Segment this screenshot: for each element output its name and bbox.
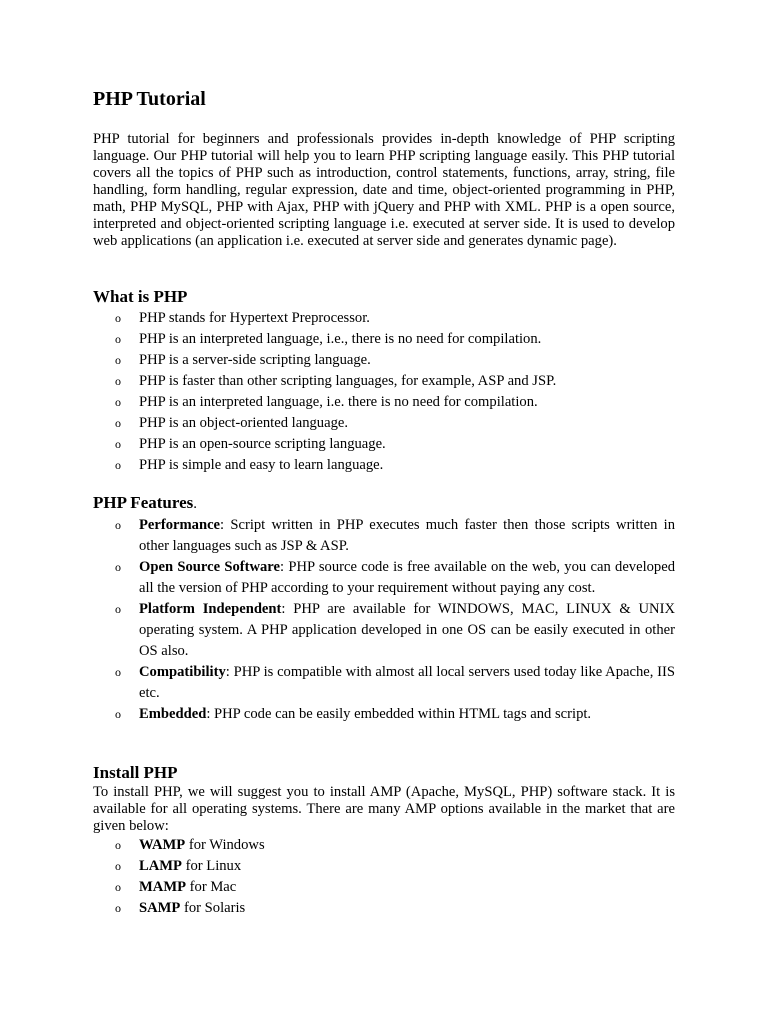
list-item: o SAMP for Solaris (93, 898, 675, 919)
php-features-list (93, 515, 675, 725)
stack-term: WAMP (139, 837, 186, 853)
bullet-icon: o (115, 332, 121, 346)
list-item: o MAMP for Mac (93, 877, 675, 898)
bullet-icon: o (115, 602, 121, 616)
amp-options-list (93, 835, 675, 919)
feature-term: Performance (139, 517, 221, 533)
stack-term: MAMP (139, 879, 187, 895)
what-is-php-section (93, 286, 675, 476)
bullet-icon: o (115, 901, 121, 915)
install-php-heading: Install PHP (93, 763, 178, 782)
php-features-heading: PHP Features. (93, 493, 197, 512)
bullet-icon: o (115, 560, 121, 574)
feature-term: Embedded (139, 706, 207, 722)
bullet-icon: o (115, 416, 121, 430)
bullet-icon: o (115, 665, 121, 679)
bullet-icon: o (115, 518, 121, 532)
what-is-php-list (93, 308, 675, 476)
install-php-section (93, 762, 675, 919)
bullet-icon: o (115, 838, 121, 852)
list-item: o Embedded: PHP code can be easily embedded within HTML tags and script. (93, 704, 675, 725)
install-paragraph: To install PHP, we will suggest you to install AMP (Apache, MySQL, PHP) software stack. It is available for all operating systems. There are many AMP options available in the market that are given below: (93, 784, 675, 834)
page-title: PHP Tutorial (93, 88, 206, 110)
list-item: o PHP is an interpreted language, i.e., there is no need for compilation. (93, 329, 675, 350)
bullet-icon: o (115, 458, 121, 472)
feature-term: Platform Independent (139, 601, 282, 617)
list-item: o Performance: Script written in PHP executes much faster then those scripts written in other languages such as JSP & ASP. (115, 517, 675, 554)
intro-paragraph: PHP tutorial for beginners and professionals provides in-depth knowledge of PHP scripting language. Our PHP tutorial will help you to learn PHP scripting language easily. This PHP tutorial covers all the topics of PHP such as introduction, control statements, functions, array, string, file handling, form handling, regular expression, date and time, object-oriented programming in PHP, math, PHP MySQL, PHP with Ajax, PHP with jQuery and PHP with XML. PHP is a open source, interpreted and object-oriented scripting language i.e. executed at server side. It is used to develop web applications (an application i.e. executed at server side and generates dynamic page). (93, 131, 675, 249)
bullet-icon: o (115, 437, 121, 451)
bullet-icon: o (115, 353, 121, 367)
list-item: o PHP is an object-oriented language. (93, 413, 675, 434)
bullet-icon: o (115, 395, 121, 409)
list-item: o Platform Independent: PHP are available for WINDOWS, MAC, LINUX & UNIX operating system. A PHP application developed in one OS can be easily executed in other OS also. (115, 601, 675, 659)
bullet-icon: o (115, 880, 121, 894)
list-item: o Compatibility: PHP is compatible with almost all local servers used today like Apache, IIS etc. (115, 664, 675, 701)
feature-term: Open Source Software (139, 559, 281, 575)
list-item: o Open Source Software: PHP source code is free available on the web, you can developed all the version of PHP according to your requirement without paying any cost. (115, 559, 676, 596)
stack-term: LAMP (139, 858, 182, 874)
list-item: o PHP is simple and easy to learn language. (93, 455, 675, 476)
list-item: o PHP is an open-source scripting language. (93, 434, 675, 455)
list-item: o PHP is an interpreted language, i.e. there is no need for compilation. (93, 392, 675, 413)
bullet-icon: o (115, 859, 121, 873)
list-item: o WAMP for Windows (93, 835, 675, 856)
php-features-section (93, 492, 675, 725)
list-item: o PHP is a server-side scripting language. (93, 350, 675, 371)
list-item: o PHP is faster than other scripting languages, for example, ASP and JSP. (93, 371, 675, 392)
bullet-icon: o (115, 374, 121, 388)
feature-term: Compatibility (139, 664, 226, 680)
bullet-icon: o (115, 311, 121, 325)
what-is-php-heading: What is PHP (93, 287, 188, 306)
stack-term: SAMP (139, 900, 181, 916)
list-item: o PHP stands for Hypertext Preprocessor. (93, 308, 675, 329)
list-item: o LAMP for Linux (93, 856, 675, 877)
bullet-icon: o (115, 707, 121, 721)
